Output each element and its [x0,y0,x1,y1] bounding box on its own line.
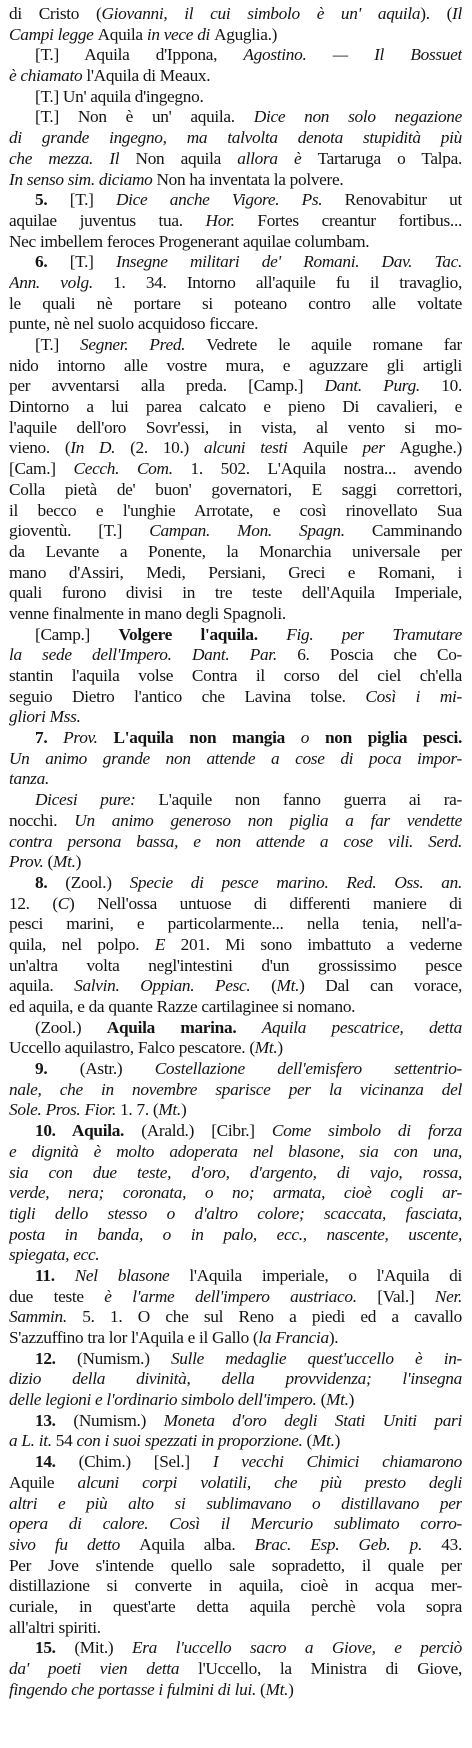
text-line [9,749,462,770]
text-segment: L'aquila non mangia [113,728,301,748]
text-segment: ( [271,976,277,996]
text-line [9,1266,462,1287]
text-segment: Come simbolo di forza [271,1121,462,1141]
text-segment: Fig. per Tramutare [286,624,462,644]
text-segment: Giovanni, il cui simbolo è un' aquila [101,4,421,23]
text-segment: Tartaruga o Talpa. [317,148,462,168]
text-segment: per [362,438,400,458]
text-line [9,4,462,25]
text-segment: (Astr.) [79,1059,155,1079]
text-line [9,997,462,1018]
text-segment: che mezza. Il [9,148,136,168]
text-segment: nale, che in novembre sparisce per la vicinanza del [9,1079,462,1099]
text-segment: 10. Aquila. [35,1121,142,1141]
text-segment: allora è [237,148,318,168]
text-line [9,1638,462,1659]
text-segment: ( [47,852,53,872]
text-line [9,1225,462,1246]
text-line [9,1659,462,1680]
text-line [9,1431,462,1452]
text-line [9,832,462,853]
text-line [9,459,462,480]
text-segment: punte, nè nel suolo acquidoso ficcare. [9,314,259,334]
text-segment: 14. [35,1452,79,1472]
text-segment: ) [75,852,82,872]
text-segment: Dice non solo negazione [253,107,462,127]
text-segment: seguio Dietro l'antico che Lavina tolse. [9,686,366,706]
text-segment: Mt. [276,976,300,996]
text-segment: quali furono divisi in tre teste dell'Aquila Imperiale, [9,583,462,603]
text-segment: [T.] [35,335,81,354]
text-line [9,170,462,191]
text-segment: all'altri spiriti. [9,1617,101,1637]
text-line [9,1556,462,1577]
text-line [9,873,462,894]
text-segment: tanza. [9,769,49,789]
text-segment: Non aquila [135,148,238,168]
text-line [9,1100,462,1121]
text-segment: in vece di [146,24,215,44]
text-line [9,894,462,915]
text-line [9,645,462,666]
text-segment: [T.] Un' aquila d'ingegno. [35,86,204,106]
text-segment: 1. 7. ( [120,1100,159,1120]
text-segment: ( [320,1390,327,1410]
text-line [9,66,462,87]
text-line [9,583,462,604]
text-segment: Aquila alba. [139,1534,255,1554]
text-segment: non piglia pesci. [324,728,462,748]
text-line [9,707,462,728]
text-segment: [Camp.] [35,624,119,644]
text-segment: dizio della divinità, della provvidenza; l'insegna [9,1369,462,1389]
text-segment: Aquila [97,24,147,44]
text-segment: 6. Poscia che Co- [297,645,462,665]
text-segment: Un animo grande non attende a cose di poca impor- [9,748,462,768]
text-segment: Mt. [326,1390,349,1410]
text-line [9,1059,462,1080]
text-segment: Era l'uccello sacro a Giove, e perciò [131,1638,462,1658]
text-segment: di Cristo ( [9,4,102,23]
text-segment: Mt. [158,1100,181,1120]
text-segment: Aquila pescatrice, detta [261,1017,462,1037]
text-line [9,232,462,253]
text-segment: è l'arme dell'impero austriaco. [104,1286,378,1306]
text-line [9,956,462,977]
text-line [9,1287,462,1308]
text-segment: [T.] Non è un' aquila. [35,107,254,127]
text-segment: 201. Mi sono imbattuto a vederne [180,934,462,954]
text-segment: (Chim.) [Sel.] [78,1452,213,1472]
text-line [9,501,462,522]
text-line [9,542,462,563]
text-segment: Aquile [9,1472,78,1492]
text-segment: 6. [35,252,70,272]
text-segment: I vecchi Chimici chiamarono [212,1452,462,1472]
text-segment: Mt. [311,1431,335,1451]
text-segment: Agostino. — Il Bossuet [243,45,462,65]
text-line [9,1349,462,1370]
text-segment: opera di calore. Così il Mercurio sublimato corro- [9,1514,462,1534]
text-segment: la sede dell'Impero. Dant. Par. [9,645,298,665]
text-line [9,190,462,211]
text-segment: Renovabitur ut [344,190,462,210]
text-segment: ) [348,1390,355,1410]
text-segment: vieno. ( [9,438,71,458]
text-segment: contra persona bassa, e non attende a cose vili. Serd. [9,831,462,851]
text-line [9,1680,462,1701]
text-segment: Un animo generoso non piglia a far vendette [74,810,462,830]
text-line [9,604,462,625]
text-segment: due teste [9,1286,105,1306]
text-line [9,314,462,335]
text-segment: Brac. Esp. Geb. p. [254,1534,442,1554]
text-segment: ) [180,1100,187,1120]
text-segment: nido intorno alle vostre mura, e aguzzare gli artigli [9,355,462,375]
text-line [9,376,462,397]
text-line [9,273,462,294]
text-segment: spiegata, ecc. [9,1245,100,1265]
text-segment: Fortes creantur fortibus... [257,210,462,230]
text-segment: 12. ( [9,893,58,913]
text-segment: da' poeti vien detta [9,1659,199,1678]
text-segment: di grande ingegno, ma talvolta denota stupidità più [9,128,462,148]
text-segment: 54 [55,1431,77,1451]
text-segment: Hor. [205,210,258,230]
text-segment: Segner. Pred. [80,335,207,354]
text-segment: Mt. [265,1679,289,1699]
text-segment: 7. [35,728,64,748]
text-line [9,397,462,418]
text-segment: 12. [35,1348,77,1368]
text-segment: stantin l'aquila volse Contra il corso del ciel ch'ella [9,666,462,685]
text-segment: Prov. [9,852,48,872]
text-segment: l'Uccello, la Ministra di Giove, [198,1659,462,1678]
text-segment: fingendo che portasse i fulmini di lui. [9,1679,261,1699]
text-line [9,521,462,542]
text-segment: Insegne militari de' Romani. Dav. Tac. [115,252,462,272]
text-segment: ) Nell'ossa untuose di differenti maniere di [69,893,462,913]
text-segment: ) [334,1431,341,1451]
text-segment: venne finalmente in mano degli Spagnoli. [9,603,286,623]
text-line [9,1121,462,1142]
text-segment: 9. [35,1059,80,1079]
text-segment: gliori Mss. [9,707,81,727]
text-segment: In D. [70,438,131,458]
text-line [9,790,462,811]
text-segment: la Francia [258,1328,329,1347]
text-line [9,149,462,170]
text-segment: 1. 34. Intorno all'aquile fu il travaglio, [113,272,462,292]
text-segment: ) [288,1679,294,1699]
text-segment: 11. [35,1265,75,1285]
text-segment: Agughe.) [399,438,462,458]
text-segment: l'Aquila di Meaux. [86,66,211,86]
text-segment: Mt. [254,1038,278,1058]
text-segment: Sulle medaglie quest'uccello è in- [170,1348,462,1368]
text-segment: Aguglia.) [214,24,278,44]
text-segment: Campi legge [9,24,98,44]
text-segment: un'altra volta negl'intestini d'un grossissimo pesce [9,955,462,975]
text-line [9,914,462,935]
text-line [9,976,462,997]
text-segment: Aquila marina. [106,1017,262,1037]
text-segment: con i suoi spezzati in proporzione. [76,1431,307,1451]
text-segment: altri e più alto si sublimavano o distillavano per [9,1493,462,1513]
text-segment: curiale, in quest'arte detta aquila perchè vola sopra [9,1596,462,1616]
text-line [9,1080,462,1101]
text-segment: L'aquile non fanno guerra ai ra- [158,790,462,810]
text-line [9,1369,462,1390]
text-line [9,1328,462,1349]
text-line [9,1390,462,1411]
text-line [9,1597,462,1618]
text-line [9,1576,462,1597]
text-segment: Sammin. [9,1307,83,1327]
text-segment: S'azzuffino tra lor l'Aquila e il Gallo ( [9,1328,259,1347]
text-line [9,852,462,873]
text-segment: [Val.] [377,1286,435,1306]
text-line [9,687,462,708]
text-segment: (2. 10.) [130,438,204,458]
text-segment: Nec imbellem feroces Progenerant aquilae columbam. [9,231,370,251]
text-line [9,1473,462,1494]
text-segment: Ann. volg. [9,272,114,292]
text-segment: Colla pietà de' buon' governatori, E saggi correttori, [9,479,462,499]
text-segment: Costellazione dell'emisfero settentrio- [154,1059,462,1079]
text-segment: quila, nel polpo. [9,934,155,954]
text-segment: Il [452,4,462,23]
text-segment: (Numism.) [77,1348,171,1368]
text-segment: l'Aquila imperiale, o l'Aquila di [189,1265,462,1285]
text-line [9,128,462,149]
text-line [9,1183,462,1204]
text-line [9,418,462,439]
text-segment: Nel blasone [74,1265,190,1285]
text-line [9,1494,462,1515]
text-line [9,1535,462,1556]
text-segment: per avventarsi alla preda. [Camp.] [9,376,325,396]
text-segment: il becco e l'unghie Arrotate, e così rinovellato Sua [9,500,462,520]
text-segment: verde, nera; coronata, o no; armata, cioè cogli ar- [9,1183,462,1203]
text-segment: In senso sim. diciamo [9,169,157,189]
text-segment: nocchi. [9,810,75,830]
text-segment: Specie di pesce marino. Red. Oss. an. [129,872,462,892]
text-segment: Uccello aquilastro, Falco pescatore. ( [9,1038,255,1058]
text-line [9,1018,462,1039]
text-segment: 5. 1. O che sul Reno a piedi ed a cavallo [82,1307,462,1327]
text-segment: Prov. [63,728,114,748]
text-line [9,25,462,46]
text-line [9,935,462,956]
text-segment: ed aquila, e da quante Razze cartilaginee si nomano. [9,997,356,1016]
text-segment: ( [260,1679,266,1699]
text-segment: Dicesi pure: [35,790,159,810]
text-segment: Dant. Purg. [324,376,442,396]
text-line [9,666,462,687]
text-segment: Campan. Mon. Spagn. [149,521,372,541]
text-segment: 13. [35,1410,74,1430]
text-segment: mano d'Assiri, Medi, Persiani, Greci e Romani, i [9,562,462,582]
text-segment: 10. [441,376,462,396]
text-line [9,335,462,356]
text-segment: Moneta d'oro degli Stati Uniti pari [163,1410,462,1430]
text-line [9,87,462,108]
text-segment: (Mit.) [74,1638,132,1658]
text-segment: C [57,893,70,913]
text-line [9,1038,462,1059]
text-segment: delle legioni e l'ordinario simbolo dell'impero. [9,1390,321,1410]
text-segment: gioventù. [T.] [9,521,150,541]
text-segment: (Numism.) [73,1410,164,1430]
text-segment: l'aquile dell'oro Sovr'essi, in vista, al vento si mo- [9,417,462,437]
text-line [9,563,462,584]
text-segment: tigli dello stesso o d'altro colore; scaccata, fasciata, [9,1203,462,1223]
text-segment: Cecch. Com. [73,459,191,479]
text-segment: ) Dal can vorace, [299,976,462,996]
text-segment: [T.] [69,252,116,272]
text-segment: Volgere l'aquila. [118,624,287,644]
text-segment: (Zool.) [35,1017,107,1037]
text-segment: (Arald.) [Cibr.] [141,1121,272,1141]
text-line [9,1307,462,1328]
text-line [9,1163,462,1184]
text-segment: 5. [35,190,70,210]
text-line [9,1142,462,1163]
text-line [9,107,462,128]
text-line [9,45,462,66]
text-line [9,1245,462,1266]
text-segment: Aquile [302,438,363,458]
text-segment: sia con due teste, d'oro, d'argento, di vajo, rossa, [9,1162,462,1182]
text-segment: da Levante a Ponente, la Monarchia universale per [9,541,462,561]
text-segment: aquilae juventus tua. [9,210,206,230]
text-line [9,1618,462,1639]
text-segment: Così i mi- [365,686,462,706]
text-segment: Mt. [52,852,76,872]
entry-text-column [9,4,462,1700]
text-line [9,728,462,749]
text-segment: ). ( [420,4,453,23]
text-segment: Per Jove s'intende quello sale sopradetto, il quale per [9,1555,462,1575]
text-segment: le quali nè portare si poteano contro alle voltate [9,293,462,313]
text-segment: aquila. [9,976,75,996]
text-segment: pesci marini, e particolarmente... nella tenia, nell'a- [9,914,462,934]
text-segment: Vedrete le aquile romane far [206,335,462,354]
text-line [9,438,462,459]
text-segment: ). [328,1328,339,1347]
text-line [9,252,462,273]
text-segment: Dintorno a lui parea calcato e pieno Di cavalieri, e [9,397,462,417]
text-segment: e dignità è molto adoperata nel blasone, sia con una, [9,1141,462,1161]
text-segment: è chiamato [9,66,87,86]
text-line [9,211,462,232]
text-line [9,480,462,501]
text-segment: [Cam.] [9,459,74,479]
text-segment: 1. 502. L'Aquila nostra... avendo [190,459,462,479]
text-segment: [T.] Aquila d'Ippona, [35,45,244,65]
text-segment: distillazione si converte in aquila, cioè in acqua mer- [9,1576,462,1596]
text-segment: (Zool.) [65,872,130,892]
text-segment: Non ha inventata la polvere. [156,169,344,189]
text-segment: E [154,934,181,954]
text-segment: sivo fu detto [9,1534,140,1554]
text-segment: 43. [441,1534,462,1554]
text-line [9,1204,462,1225]
text-segment: ) [277,1038,283,1058]
text-line [9,356,462,377]
text-line [9,625,462,646]
text-line [9,811,462,832]
text-segment: Sole. Pros. Fior. [9,1100,121,1120]
text-segment: Salvin. Oppian. Pesc. [74,976,272,996]
text-segment: posta in banda, o in palo, ecc., nascente, uscente, [9,1224,462,1244]
text-segment: ( [306,1431,312,1451]
text-segment: Ner. [434,1286,462,1306]
text-line [9,294,462,315]
text-segment: [T.] [69,190,116,210]
text-segment: alcuni testi [203,438,303,458]
text-segment: o [300,728,325,748]
text-segment: Camminando [371,521,462,541]
text-segment: 8. [35,872,66,892]
text-line [9,1514,462,1535]
text-segment: 15. [35,1638,75,1658]
text-line [9,1411,462,1432]
text-segment: Dice anche Vigore. Ps. [116,190,345,210]
text-line [9,1452,462,1473]
text-segment: a L. it. [9,1431,56,1451]
text-segment: alcuni corpi volatili, che più presto degli [77,1472,462,1492]
text-line [9,769,462,790]
